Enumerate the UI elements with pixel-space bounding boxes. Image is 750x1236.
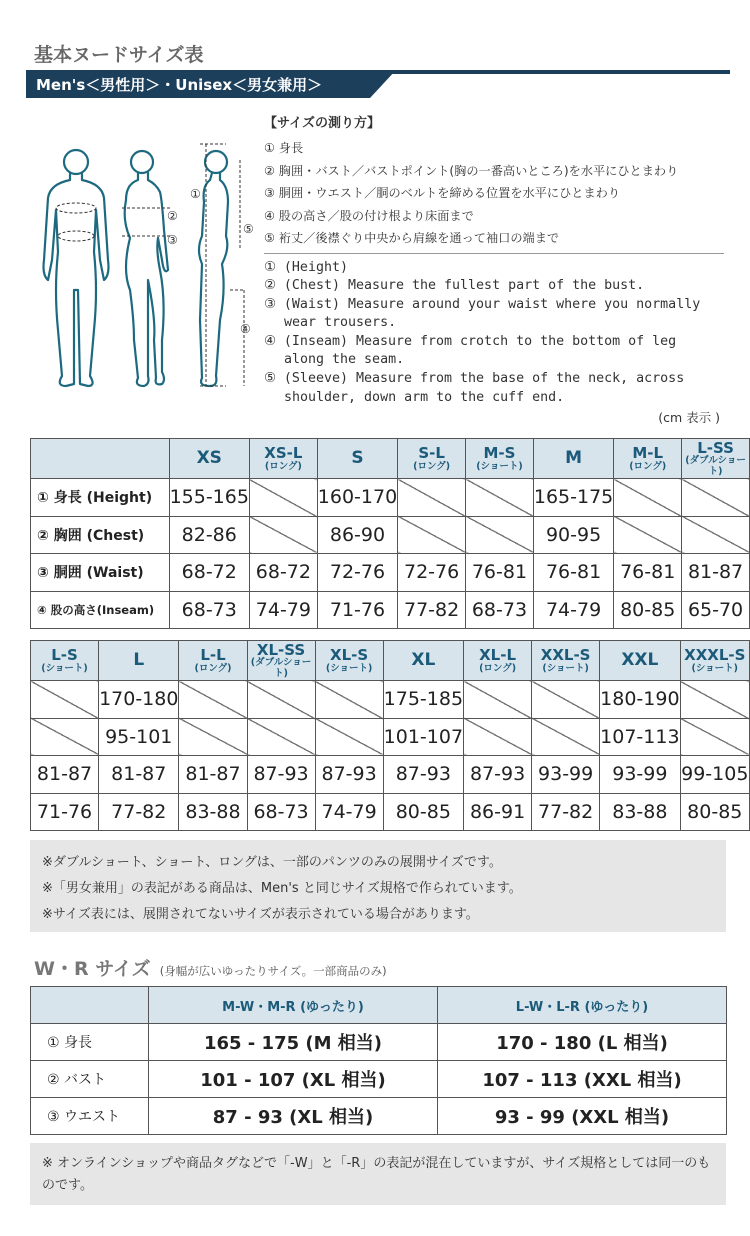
figure-label-sleeve: ⑤: [243, 222, 254, 236]
table-cell: 170-180: [99, 681, 179, 719]
header-cell: XL-S (ショート): [315, 641, 383, 681]
table-cell: 80-85: [680, 793, 749, 831]
table-cell: 77-82: [532, 793, 600, 831]
table-cell: 160-170: [317, 479, 397, 517]
jp-instruction: ④ 股の高さ／股の付け根より床面まで: [264, 208, 474, 223]
header-cell: M: [533, 439, 613, 479]
wr-title: W・R サイズ: [34, 958, 151, 980]
table-cell: 155-165: [169, 479, 249, 517]
table-cell: 87-93: [315, 756, 383, 794]
table-cell: 93 - 99 (XXL 相当): [438, 1098, 727, 1135]
note-line: ※ダブルショート、ショート、ロングは、一部のパンツのみの展開サイズです。: [42, 855, 502, 870]
table-cell: 76-81: [533, 554, 613, 592]
size-table-1: [30, 438, 750, 629]
table-cell-empty: [315, 681, 383, 719]
header-cell: L: [99, 641, 179, 681]
table-cell: 170 - 180 (L 相当): [438, 1024, 727, 1061]
table-cell: 95-101: [99, 718, 179, 756]
table-cell: 180-190: [600, 681, 680, 719]
table-cell-empty: [398, 516, 466, 554]
table-cell: 77-82: [99, 793, 179, 831]
table-cell: 93-99: [600, 756, 680, 794]
wr-subtitle: (身幅が広いゆったりサイズ。一部商品のみ): [159, 964, 387, 978]
table-row-height: [31, 681, 750, 719]
unit-note: (cm 表示 ): [658, 410, 720, 425]
table-cell: 77-82: [398, 591, 466, 629]
table-cell: 80-85: [383, 793, 463, 831]
table-cell: 74-79: [249, 591, 317, 629]
table-cell: 87 - 93 (XL 相当): [149, 1098, 438, 1135]
table-cell: 101 - 107 (XL 相当): [149, 1061, 438, 1098]
header-cell: XXXL-S (ショート): [680, 641, 749, 681]
table-cell-empty: [398, 479, 466, 517]
en-instruction: ⑤ (Sleeve) Measure from the base of the neck, across shoulder, down arm to the cuff end.: [264, 371, 685, 405]
table-cell-empty: [680, 718, 749, 756]
table-cell-empty: [614, 516, 682, 554]
table-row-chest: [31, 718, 750, 756]
table-cell: 68-73: [169, 591, 249, 629]
wr-section-title: [34, 954, 387, 981]
header-cell: M-S (ショート): [466, 439, 534, 479]
table-cell: 68-73: [466, 591, 534, 629]
table-cell-empty: [466, 516, 534, 554]
table-row-waist: [31, 554, 750, 592]
table-cell-empty: [179, 718, 247, 756]
table-cell: 86-90: [317, 516, 397, 554]
header-cell: L-W・L-R (ゆったり): [438, 987, 727, 1024]
en-instruction: ② (Chest) Measure the fullest part of the bust.: [264, 278, 645, 294]
table-cell: 81-87: [179, 756, 247, 794]
table-cell: 71-76: [317, 591, 397, 629]
figure-label-chest: ②: [167, 209, 178, 223]
header-cell-blank: [31, 987, 149, 1024]
table-cell: 76-81: [466, 554, 534, 592]
table-cell: 87-93: [464, 756, 532, 794]
table-cell: 80-85: [614, 591, 682, 629]
figure-label-waist: ③: [167, 233, 178, 247]
table-cell-empty: [247, 681, 315, 719]
row-label: ③ ウエスト: [31, 1098, 149, 1135]
en-instruction: ③ (Waist) Measure around your waist where you normally wear trousers.: [264, 296, 701, 331]
table-cell: 68-72: [249, 554, 317, 592]
table-cell: 87-93: [247, 756, 315, 794]
table-cell: 101-107: [383, 718, 463, 756]
table-cell: 74-79: [315, 793, 383, 831]
en-instruction: ① (Height): [264, 259, 348, 275]
table-cell: 81-87: [682, 554, 750, 592]
table-cell: 71-76: [31, 793, 99, 831]
table-cell-empty: [464, 681, 532, 719]
section-band: [26, 70, 730, 98]
header-cell: XL-L (ロング): [464, 641, 532, 681]
instructions-title: 【サイズの測り方】: [264, 116, 380, 131]
table-cell-empty: [179, 681, 247, 719]
table-cell: 93-99: [532, 756, 600, 794]
table-cell: 65-70: [682, 591, 750, 629]
table-cell-empty: [31, 718, 99, 756]
row-label: ② 胸囲 (Chest): [31, 516, 170, 554]
row-label: ② バスト: [31, 1061, 149, 1098]
en-instruction: ④ (Inseam) Measure from crotch to the bottom of leg along the seam.: [264, 333, 677, 368]
header-cell: L-L (ロング): [179, 641, 247, 681]
table-cell: 86-91: [464, 793, 532, 831]
table-cell: 107-113: [600, 718, 680, 756]
header-cell: L-SS (ダブルショート): [682, 439, 750, 479]
table-cell: 87-93: [383, 756, 463, 794]
wr-size-table: [30, 986, 727, 1135]
header-cell: XXL: [600, 641, 680, 681]
table-cell-empty: [464, 718, 532, 756]
table-cell: 74-79: [533, 591, 613, 629]
band-title: Men's＜男性用＞・Unisex＜男女兼用＞: [36, 76, 323, 94]
header-cell: S-L (ロング): [398, 439, 466, 479]
body-figure: [30, 140, 270, 400]
body-outline-icon: [30, 140, 270, 400]
row-label: ④ 股の高さ(Inseam): [31, 591, 170, 629]
table-row-inseam: [31, 591, 750, 629]
table-row-inseam: [31, 793, 750, 831]
row-label: ① 身長 (Height): [31, 479, 170, 517]
measure-instructions: [264, 112, 724, 407]
divider: [264, 253, 724, 254]
jp-instruction: ⑤ 裄丈／後襟ぐり中央から肩線を通って袖口の端まで: [264, 231, 560, 245]
table-cell-empty: [247, 718, 315, 756]
table-cell: 90-95: [533, 516, 613, 554]
figure-label-height: ①: [190, 187, 201, 201]
table-row-height: [31, 479, 750, 517]
table-cell-empty: [249, 516, 317, 554]
table-cell-empty: [315, 718, 383, 756]
table-cell: 76-81: [614, 554, 682, 592]
table-row-chest: [31, 516, 750, 554]
table-row-waist: [31, 756, 750, 794]
table-cell: 165 - 175 (M 相当): [149, 1024, 438, 1061]
header-cell: XXL-S (ショート): [532, 641, 600, 681]
page-title: 基本ヌードサイズ表: [34, 44, 204, 66]
note-line: ※「男女兼用」の表記がある商品は、Men's と同じサイズ規格で作られています。: [42, 881, 522, 896]
header-cell: M-W・M-R (ゆったり): [149, 987, 438, 1024]
table-cell: 165-175: [533, 479, 613, 517]
table-cell: 175-185: [383, 681, 463, 719]
notes-box: [30, 840, 726, 932]
table-cell-empty: [682, 479, 750, 517]
header-cell: XS: [169, 439, 249, 479]
table-cell-empty: [614, 479, 682, 517]
header-cell: XS-L (ロング): [249, 439, 317, 479]
table-cell-empty: [532, 681, 600, 719]
table-row: [31, 1098, 727, 1135]
table-header-row: [31, 439, 750, 479]
table-cell-empty: [466, 479, 534, 517]
table-row: [31, 1061, 727, 1098]
table-cell: 68-72: [169, 554, 249, 592]
table-cell: 82-86: [169, 516, 249, 554]
table-cell: 72-76: [317, 554, 397, 592]
table-cell: 81-87: [31, 756, 99, 794]
header-cell: M-L (ロング): [614, 439, 682, 479]
table-cell-empty: [249, 479, 317, 517]
table-cell: 68-73: [247, 793, 315, 831]
note-line: ※サイズ表には、展開されてないサイズが表示されている場合があります。: [42, 907, 479, 922]
jp-instruction: ② 胸囲・バスト／バストポイント(胸の一番高いところ)を水平にひとまわり: [264, 163, 679, 178]
table-cell: 83-88: [179, 793, 247, 831]
wr-note-box: ※ オンラインショップや商品タグなどで「-W」と「-R」の表記が混在していますが、サイズ規格としては同一のものです。: [30, 1143, 726, 1205]
table-cell-empty: [532, 718, 600, 756]
table-cell: 107 - 113 (XXL 相当): [438, 1061, 727, 1098]
jp-instruction: ③ 胴囲・ウエスト／胴のベルトを締める位置を水平にひとまわり: [264, 186, 621, 200]
table-cell: 72-76: [398, 554, 466, 592]
table-row: [31, 1024, 727, 1061]
table-cell-empty: [680, 681, 749, 719]
figure-label-inseam: ④: [240, 322, 251, 336]
table-header-row: [31, 987, 727, 1024]
header-cell: XL: [383, 641, 463, 681]
table-cell: 83-88: [600, 793, 680, 831]
row-label: ③ 胴囲 (Waist): [31, 554, 170, 592]
table-cell-empty: [682, 516, 750, 554]
row-label: ① 身長: [31, 1024, 149, 1061]
jp-instruction: ① 身長: [264, 141, 304, 155]
size-table-2: [30, 640, 750, 831]
header-cell: L-S (ショート): [31, 641, 99, 681]
header-cell-blank: [31, 439, 170, 479]
header-cell: XL-SS (ダブルショート): [247, 641, 315, 681]
table-cell: 81-87: [99, 756, 179, 794]
header-cell: S: [317, 439, 397, 479]
table-cell: 99-105: [680, 756, 749, 794]
table-header-row: [31, 641, 750, 681]
table-cell-empty: [31, 681, 99, 719]
